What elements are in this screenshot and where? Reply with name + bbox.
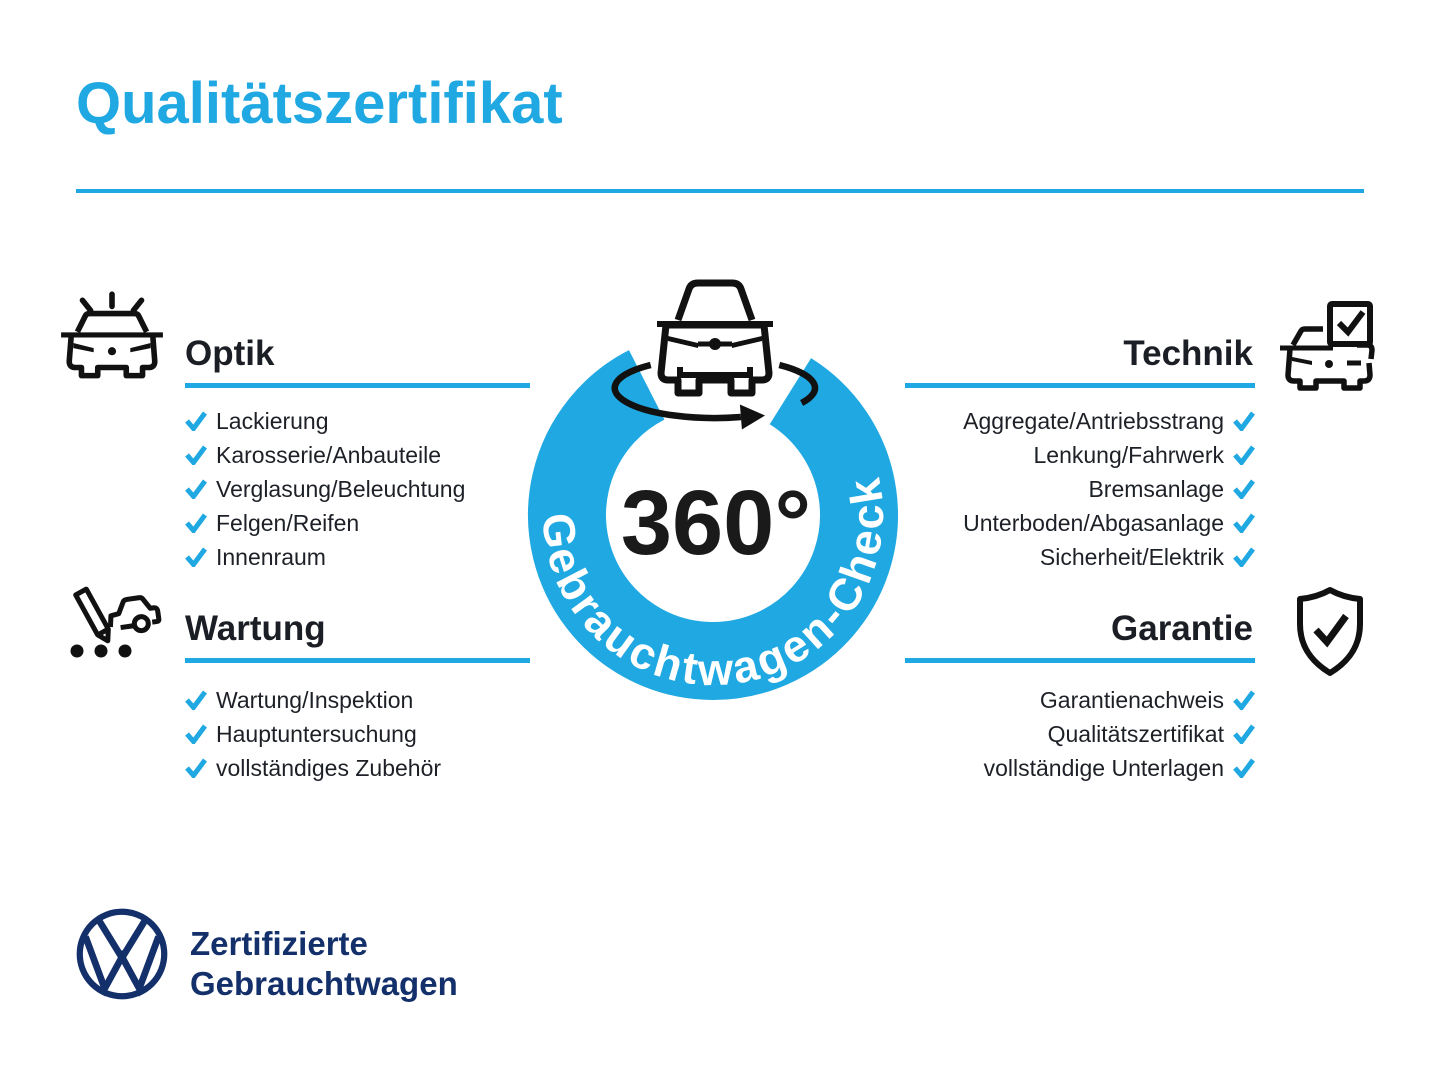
list-item-label: Sicherheit/Elektrik [1039,543,1224,570]
title-divider [76,189,1364,193]
rotation-arrowhead [740,405,765,430]
360-check-badge [495,268,935,750]
car-checkbox-icon [1276,293,1378,393]
list-item-label: Hauptuntersuchung [216,720,417,747]
check-icon [185,724,207,744]
section-title-wartung: Wartung [185,609,326,648]
list-item-label: Lackierung [216,407,329,434]
list-item [905,404,1255,438]
list-item-label: Wartung/Inspektion [216,686,414,713]
check-icon [185,513,207,533]
list-item-label: Lenkung/Fahrwerk [1033,441,1224,468]
technik-checklist [905,404,1255,574]
check-icon [1233,758,1255,778]
list-item [185,683,530,717]
list-item [905,438,1255,472]
list-item [185,438,530,472]
section-title-optik: Optik [185,334,275,373]
ring-label: Gebrauchtwagen-Check [532,472,894,696]
section-divider-wartung [185,658,530,663]
brand-text [190,924,458,1004]
list-item-label: Karosserie/Anbauteile [216,441,442,468]
brand-line-1: Zertifizierte [190,925,368,962]
check-icon [1233,690,1255,710]
list-item-label: Bremsanlage [1088,475,1224,502]
check-icon [1233,547,1255,567]
list-item-label: Innenraum [216,543,326,570]
page-title: Qualitätszertifikat [76,71,563,136]
section-title-garantie: Garantie [1111,609,1253,648]
list-item-label: Verglasung/Beleuchtung [216,475,466,502]
section-divider-garantie [905,658,1255,663]
list-item [905,506,1255,540]
list-item-label: vollständige Unterlagen [983,754,1224,781]
check-icon [185,758,207,778]
list-item [905,717,1255,751]
check-icon [185,690,207,710]
check-icon [185,547,207,567]
service-checklist-icon [60,580,162,680]
check-icon [1233,513,1255,533]
check-icon [185,411,207,431]
section-divider-optik [185,383,530,388]
brand-line-2: Gebrauchtwagen [190,965,458,1002]
list-item-label: Garantienachweis [1039,686,1224,713]
garantie-checklist [905,683,1255,785]
list-item [905,751,1255,785]
list-item-label: Qualitätszertifikat [1047,720,1224,747]
check-icon [185,445,207,465]
list-item-label: Unterboden/Abgasanlage [963,509,1224,536]
section-divider-technik [905,383,1255,388]
section-title-technik: Technik [1123,334,1253,373]
list-item [905,683,1255,717]
list-item-label: Aggregate/Antriebsstrang [963,407,1224,434]
list-item [185,404,530,438]
vw-logo [74,906,170,1002]
check-icon [1233,479,1255,499]
list-item [185,506,530,540]
car-shine-icon [56,289,168,391]
wartung-checklist [185,683,530,785]
check-icon [1233,411,1255,431]
check-icon [1233,445,1255,465]
list-item-label: vollständiges Zubehör [216,754,442,781]
list-item [905,472,1255,506]
list-item [185,540,530,574]
list-item [185,751,530,785]
optik-checklist [185,404,530,574]
check-icon [185,479,207,499]
list-item [185,472,530,506]
list-item [905,540,1255,574]
list-item [185,717,530,751]
shield-check-icon [1292,586,1368,678]
list-item-label: Felgen/Reifen [216,509,360,536]
check-icon [1233,724,1255,744]
degree-label: 360° [620,472,812,574]
